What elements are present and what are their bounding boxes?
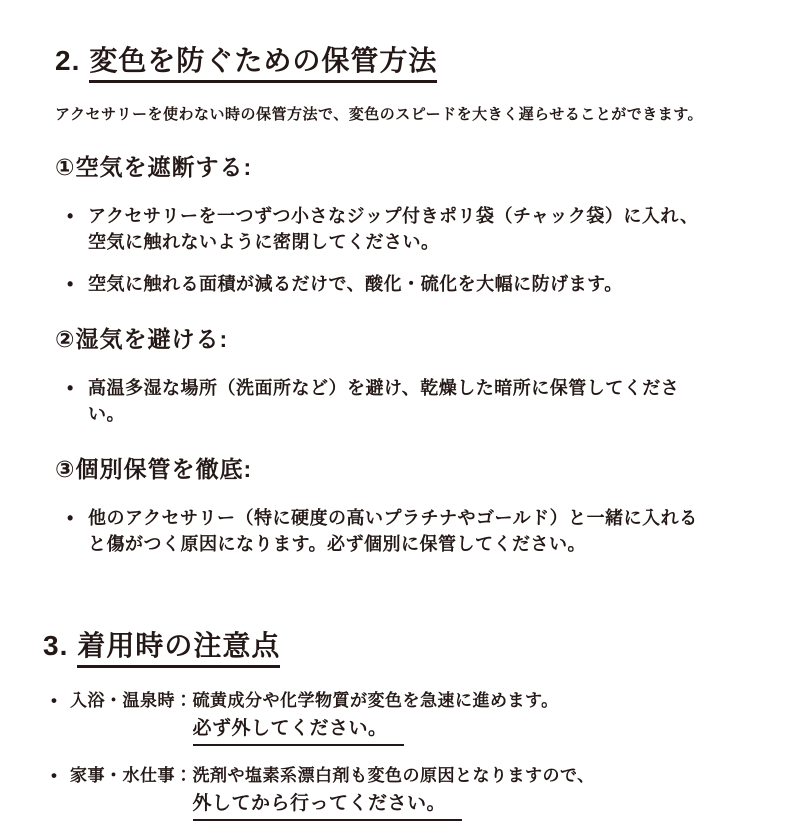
subsection-air-heading: ①空気を遮断する:	[55, 154, 253, 180]
bullet-icon: •	[51, 766, 58, 785]
note-text: 硫黄成分や化学物質が変色を急速に進めます。	[192, 691, 559, 710]
list-item	[55, 271, 713, 297]
list-item	[55, 375, 713, 427]
section-wearing	[43, 629, 748, 821]
section-number: 2.	[55, 45, 81, 76]
wearing-note-list	[43, 688, 748, 821]
bullet-icon: •	[67, 274, 74, 294]
section-wearing-heading	[43, 629, 748, 668]
note-emphasis-underlined: 必ず外してください。	[193, 716, 404, 746]
note-body	[193, 763, 595, 821]
note-body	[193, 688, 559, 746]
bullet-icon: •	[67, 508, 74, 528]
subsection-separate-heading: ③個別保管を徹底:	[55, 456, 253, 482]
list-item	[43, 763, 748, 821]
section-title: 変色を防ぐための保管方法	[89, 44, 437, 83]
bullet-icon: •	[67, 206, 74, 226]
bullet-text: 高温多湿な場所（洗面所など）を避け、乾燥した暗所に保管してください。	[88, 378, 680, 424]
air-bullet-list	[55, 203, 748, 297]
section-storage-heading	[55, 44, 748, 83]
bullet-icon: •	[67, 378, 74, 398]
list-item	[43, 688, 748, 746]
note-label: 家事・水仕事：	[70, 766, 193, 785]
list-item	[55, 203, 713, 255]
note-emphasis-underlined: 外してから行ってください。	[193, 791, 463, 821]
bullet-text: 空気に触れる面積が減るだけで、酸化・硫化を大幅に防げます。	[88, 274, 623, 294]
storage-intro-text: アクセサリーを使わない時の保管方法で、変色のスピードを大きく遅らせることができます。	[55, 106, 704, 123]
bullet-text: 他のアクセサリー（特に硬度の高いプラチナやゴールド）と一緒に入れると傷がつく原因になります。必ず個別に保管してください。	[88, 508, 698, 554]
bullet-icon: •	[51, 691, 58, 710]
subsection-humidity-heading: ②湿気を避ける:	[55, 326, 229, 352]
section-storage	[55, 44, 748, 557]
note-label: 入浴・温泉時：	[70, 691, 193, 710]
humidity-bullet-list	[55, 375, 748, 427]
list-item	[55, 505, 713, 557]
separate-bullet-list	[55, 505, 748, 557]
section-number: 3.	[43, 630, 69, 661]
bullet-text: アクセサリーを一つずつ小さなジップ付きポリ袋（チャック袋）に入れ、空気に触れないように密閉してください。	[88, 206, 699, 252]
section-title: 着用時の注意点	[77, 629, 280, 668]
note-text: 洗剤や塩素系漂白剤も変色の原因となりますので、	[192, 766, 595, 785]
